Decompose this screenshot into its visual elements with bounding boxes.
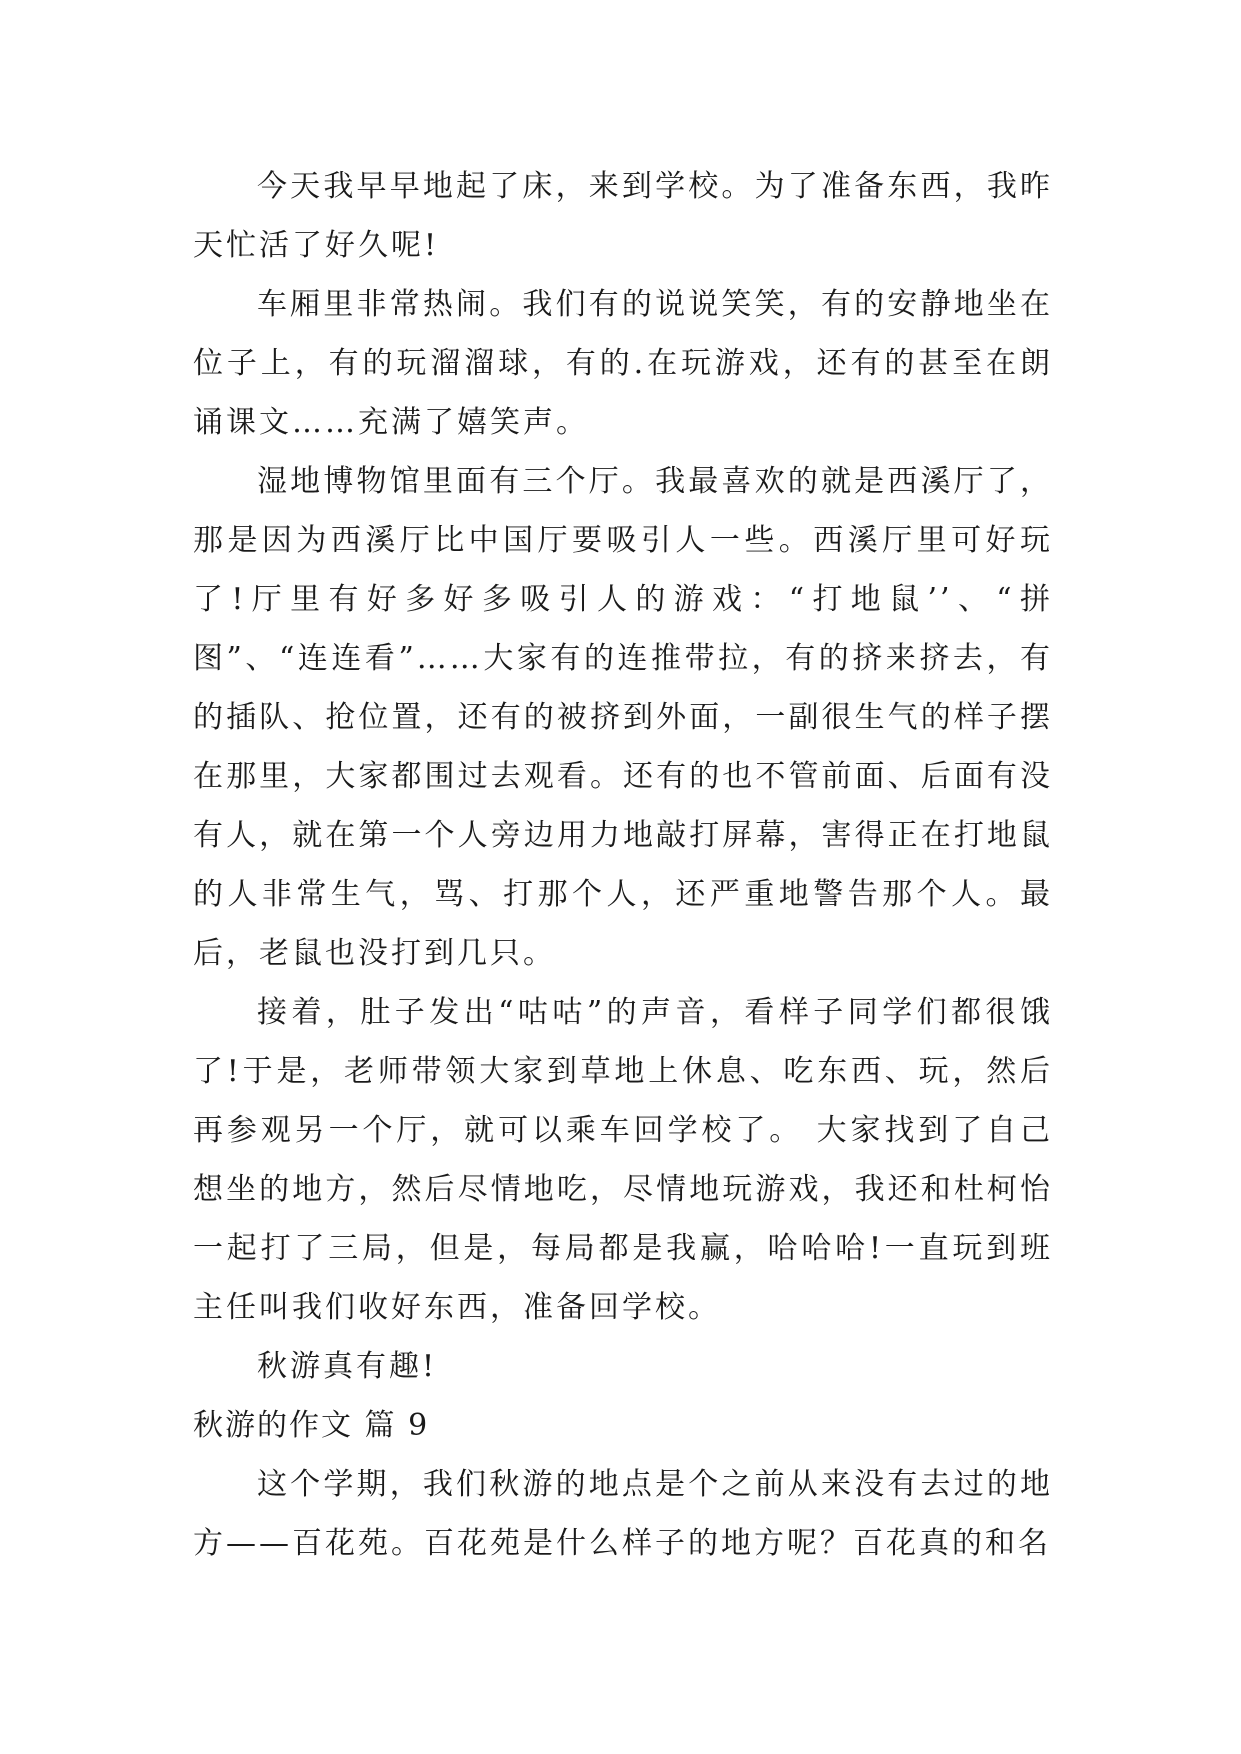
paragraph-museum: 湿地博物馆里面有三个厅。我最喜欢的就是西溪厅了，那是因为西溪厅比中国厅要吸引人一些。西溪厅里可好玩了!厅里有好多好多吸引人的游戏：“打地鼠’’、“拼图”、“连连看”……大家有的连推带拉，有的挤来挤去，有的插队、抢位置，还有的被挤到外面，一副很生气的样子摆在那里，大家都围过去观看。还有的也不管前面、后面有没有人，就在第一个人旁边用力地敲打屏幕，害得正在打地鼠的人非常生气，骂、打那个人，还严重地警告那个人。最后，老鼠也没打到几只。	[193, 464, 1053, 971]
paragraph-next-essay: 这个学期，我们秋游的地点是个之前从来没有去过的地方——百花苑。百花苑是什么样子的地方呢？百花真的和名	[193, 1467, 1053, 1561]
section-heading: 秋游的作文 篇 9	[193, 1408, 430, 1443]
paragraph-bus: 车厢里非常热闹。我们有的说说笑笑，有的安静地坐在位子上，有的玩溜溜球，有的.在玩游戏，还有的甚至在朗诵课文……充满了嬉笑声。	[193, 287, 1053, 440]
document-body	[193, 157, 1053, 1573]
paragraph-lunch: 接着，肚子发出“咕咕”的声音，看样子同学们都很饿了!于是，老师带领大家到草地上休息、吃东西、玩，然后再参观另一个厅，就可以乘车回学校了。 大家找到了自己想坐的地方，然后尽情地吃，尽情地玩游戏，我还和杜柯怡一起打了三局，但是，每局都是我赢，哈哈哈!一直玩到班主任叫我们收好东西，准备回学校。	[193, 995, 1053, 1325]
paragraph-conclusion: 秋游真有趣!	[257, 1349, 438, 1384]
paragraph-morning: 今天我早早地起了床，来到学校。为了准备东西，我昨天忙活了好久呢!	[193, 169, 1053, 263]
